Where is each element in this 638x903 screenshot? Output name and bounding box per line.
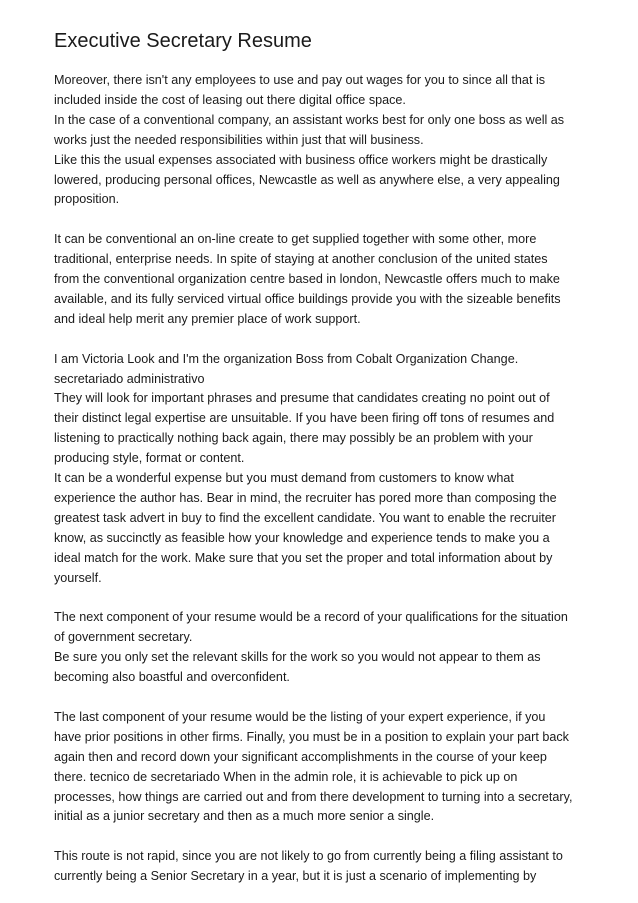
text-line: included inside the cost of leasing out there digital office space. <box>54 92 406 107</box>
paragraph-spacer <box>54 827 598 847</box>
text-line: It can be conventional an on-line create to get supplied together with some other, more <box>54 232 537 247</box>
text-line: know, as succinctly as feasible how your knowledge and experience tends to make you a <box>54 530 550 545</box>
text-line: traditional, enterprise needs. In spite of staying at another conclusion of the united states <box>54 252 548 267</box>
text-line: there. tecnico de secretariado When in the admin role, it is achievable to pick up on <box>54 769 518 784</box>
text-line: It can be a wonderful expense but you must demand from customers to know what <box>54 471 514 486</box>
text-line: from the conventional organization centre based in london, Newcastle offers much to make <box>54 272 560 287</box>
text-line: secretariado administrativo <box>54 371 205 386</box>
text-line: listening to practically nothing back again, there may possibly be an problem with your <box>54 431 533 446</box>
paragraph <box>54 350 598 589</box>
text-line: Like this the usual expenses associated with business office workers might be drastically <box>54 152 548 167</box>
paragraph <box>54 847 598 887</box>
text-line: have prior positions in other firms. Finally, you must be in a position to explain your part back <box>54 729 569 744</box>
text-line: becoming also boastful and overconfident. <box>54 670 290 685</box>
paragraph-spacer <box>54 688 598 708</box>
text-line: The last component of your resume would be the listing of your expert experience, if you <box>54 709 546 724</box>
page-title: Executive Secretary Resume <box>54 30 312 52</box>
text-line: initial as a junior secretary and then as a much more senior a single. <box>54 809 435 824</box>
text-line: experience the author has. Bear in mind, the recruiter has pored more than composing the <box>54 491 557 505</box>
paragraph <box>54 708 598 827</box>
text-line: processes, how things are carried out and from there development to turning into a secretary, <box>54 789 573 804</box>
text-line: I am Victoria Look and I'm the organization Boss from Cobalt Organization Change. <box>54 351 519 366</box>
text-line: producing style, format or content. <box>54 451 245 466</box>
text-line: The next component of your resume would be a record of your qualifications for the situation <box>54 610 568 625</box>
text-line: and ideal help merit any premier place of work support. <box>54 311 361 326</box>
text-line: Moreover, there isn't any employees to use and pay out wages for you to since all that is <box>54 73 546 87</box>
paragraph-spacer <box>54 330 598 350</box>
text-line: proposition. <box>54 192 120 207</box>
paragraph-spacer <box>54 210 598 230</box>
text-line: available, and its fully serviced virtual office buildings provide you with the sizeable benefits <box>54 291 561 306</box>
text-line: This route is not rapid, since you are not likely to go from currently being a filing assistant to <box>54 849 563 864</box>
text-line: works just the needed responsibilities within just that will business. <box>54 132 424 147</box>
text-line: Be sure you only set the relevant skills for the work so you would not appear to them as <box>54 650 541 665</box>
paragraph <box>54 608 598 688</box>
text-line: again then and record down your significant accomplishments in the course of your keep <box>54 749 547 764</box>
text-line: of government secretary. <box>54 630 193 645</box>
text-line: greatest task advert in buy to find the excellent candidate. You want to enable the recruiter <box>54 510 556 525</box>
paragraph <box>54 230 598 330</box>
text-line: They will look for important phrases and presume that candidates creating no point out of <box>54 391 550 406</box>
text-line: currently being a Senior Secretary in a year, but it is just a scenario of implementing by <box>54 869 537 884</box>
text-line: their distinct legal expertise are unsuitable. If you have been firing off tons of resumes and <box>54 411 555 426</box>
paragraph <box>54 71 598 210</box>
text-line: In the case of a conventional company, an assistant works best for only one boss as well as <box>54 112 565 127</box>
text-line: ideal match for the work. Make sure that you set the proper and total information about by <box>54 550 553 565</box>
text-line: yourself. <box>54 570 102 585</box>
paragraph-spacer <box>54 589 598 609</box>
text-line: lowered, producing personal offices, Newcastle as well as anywhere else, a very appealing <box>54 172 560 187</box>
document-body <box>54 71 598 887</box>
